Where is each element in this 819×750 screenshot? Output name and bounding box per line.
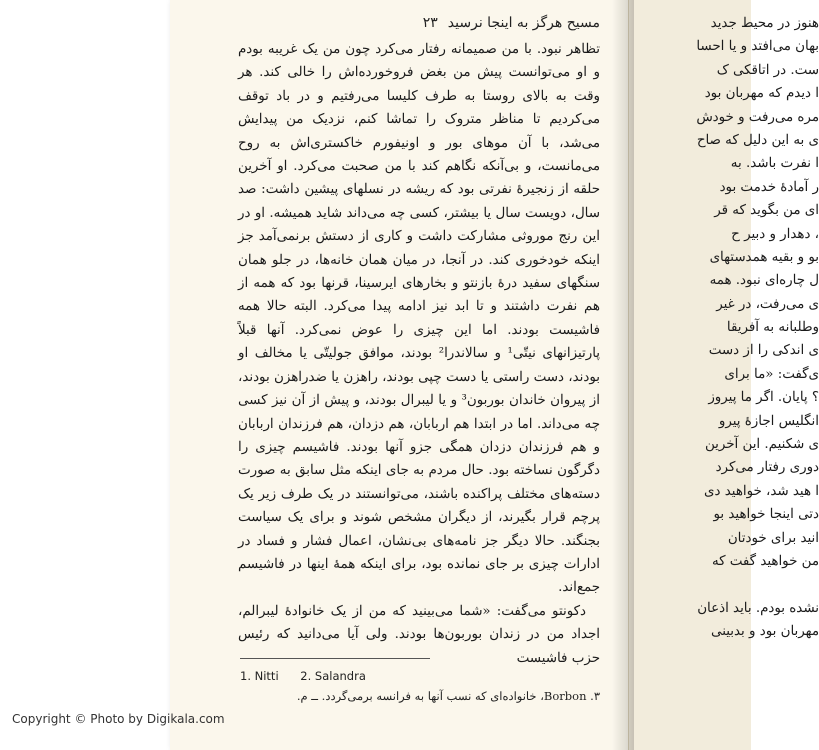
adjacent-page-line: انید برای خودتان (727, 530, 819, 546)
adjacent-page-line: ی اندکی را از دست (708, 343, 819, 359)
adjacent-page (628, 0, 819, 750)
adjacent-page-line: هنوز در محیط جدید (710, 16, 819, 31)
background-left (0, 0, 170, 750)
adjacent-page-line (629, 573, 819, 596)
adjacent-page-line: ر آمادهٔ خدمت بود (719, 179, 819, 195)
adjacent-page-line: من خواهید گفت که (711, 553, 819, 569)
adjacent-page-line: مره می‌رفت و خودش (696, 109, 819, 125)
adjacent-page-line: بهان می‌افتد و یا احسا (696, 39, 819, 55)
footnote-2: 2. Salandra (300, 669, 366, 683)
footnote-1: 1. Nitti (240, 669, 279, 683)
adjacent-page-line: دتی اینجا خواهید بو (713, 507, 819, 523)
footnotes (240, 666, 600, 706)
paragraph: دکونتو می‌گفت: «شما می‌بینید که من از یک خانوادهٔ لیبرالم، اجداد من در زندان بوربون‌ها بودند. ولی آیا می‌دانید که رئیس حزب فاشیست (238, 603, 600, 666)
adjacent-page-line: ای من بگوید که قر (714, 203, 819, 219)
adjacent-page-line: انگلیس اجازهٔ پیرو (718, 413, 819, 429)
adjacent-page-line: ؟ پایان. اگر ما پیروز (708, 390, 819, 406)
adjacent-page-line: ، دهدار و دبیر ح (731, 226, 819, 242)
adjacent-page-line: دوری رفتار می‌کرد (715, 460, 819, 476)
adjacent-page-line: بو و بقیه همدستهای (709, 249, 819, 265)
page-number: ۲۳ (422, 15, 438, 31)
copyright-credit: Copyright © Photo by Digikala.com (12, 712, 225, 726)
paragraph: تظاهر نبود. با من صمیمانه رفتار می‌کرد چون من یک غریبه بودم و او می‌توانست پیش من بغض فروخورده‌اش را خالی کند. هر وقت به بالای روستا به طرف کلیسا می‌رفتیم و در باد توقف می‌کردیم تا مناظر متروک را تماشا کنم، نزدیک من پیدایش می‌شد، با آن موهای بور و اونیفورم خاکستری‌اش به روح می‌مانست، و بی‌آنکه نگاهم کند با من صحبت می‌کرد. او آخرین حلقه از زنجیرهٔ نفرتی بود که ریشه در نسلهای پیشین داشت: صد سال، دویست سال یا بیشتر، کسی چه می‌داند شاید همیشه. او در این رنج موروثی مشارکت داشت و کاری از دستش برنمی‌آمد جز اینکه خودخوری کند. در آنجا، در میان همان خانه‌ها، در جلو همان سنگهای سفید درهٔ بازنتو و بخارهای ایرسینا، قرنها بود که همه از هم نفرت داشتند و تا ابد نیز ادامه پیدا می‌کرد. البته حالا همه فاشیست بودند. اما این چیزی را عوض نمی‌کرد. آنها قبلاً پارتیزانهای نیتّی¹ و سالاندرا² بودند، موافق جولیتّی یا مخالف او بودند، دست راستی یا دست چپی بودند، راهزن یا ضدراهزن بودند، از پیروان خاندان بوربون³ و یا لیبرال بودند، و پیش از آن نیز کسی چه می‌داند. اما در ابتدا هم اربابان، هم دزدان، هم فرزندان اربابان و هم فرزندان دزدان همگی جزو آنها بودند. فاشیسم چیزی را دگرگون نساخته بود. حال مردم به جای اینکه مثل سابق به صورت دسته‌های مختلف پراکنده باشند، می‌توانستند در یک طرف زیر یک پرچم قرار بگیرند، از دیگران مشخص شوند و برای یک سیاست بجنگند. حالا دیگر جز نامه‌های بی‌نشان، اعمال فشار و فساد در ادارات چیزی بر جای نمانده بود، برای اینکه همهٔ اینها در فاشیسم جمع‌اند. (238, 42, 600, 596)
running-header (232, 12, 600, 34)
adjacent-page-text (629, 12, 819, 644)
adjacent-page-line: ا نفرت باشد. به (730, 156, 819, 172)
adjacent-page-line: ا دیدم که مهربان بود (704, 86, 819, 102)
footnote-divider (240, 658, 430, 659)
book-title: مسیح هرگز به اینجا نرسید (447, 15, 600, 31)
footnote-latin-line (240, 666, 600, 686)
adjacent-page-line: ی به این دلیل که صاح (696, 132, 819, 148)
adjacent-page-line: ل چاره‌ای نبود. همه (709, 273, 819, 289)
body-text (238, 38, 600, 666)
footnote-3: ۳. Borbon، خانواده‌ای که نسب آنها به فرانسه برمی‌گردد. ــ م. (296, 689, 600, 703)
adjacent-page-line: ی‌گفت: «ما برای (724, 366, 819, 382)
adjacent-page-line: نشده بودم. باید اذعان (697, 600, 819, 616)
adjacent-page-line: مهربان بود و بدبینی (711, 624, 819, 640)
adjacent-page-line: ست. در اتاقکی ک (716, 62, 819, 78)
adjacent-page-line: ا هید شد، خواهید دی (704, 483, 819, 499)
adjacent-page-line: وطلبانه به آفریقا (726, 320, 819, 336)
adjacent-page-line: ی می‌رفت، در غیر (716, 296, 819, 312)
adjacent-page-line: ی شکنیم. این آخرین (704, 437, 819, 453)
